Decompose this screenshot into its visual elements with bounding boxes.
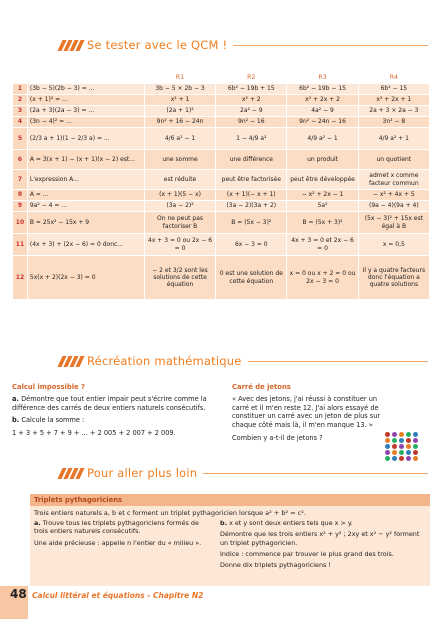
part-b-text: Calcule la somme : <box>21 416 85 425</box>
token-dot <box>399 438 404 443</box>
answer-r4[interactable]: x² + 2x + 1 <box>358 95 429 106</box>
question-number: 12 <box>13 256 28 300</box>
token-dot <box>385 432 390 437</box>
triplets-b-text2: Démontre que les trois entiers x² + y² ; 2xy et x² − y² forment un triplet pythagoricien. <box>220 530 420 547</box>
answer-r3[interactable]: 4/9 a² − 1 <box>287 128 358 150</box>
answer-r3[interactable]: 4x + 3 = 0 et 2x − 6 = 0 <box>287 234 358 256</box>
jetons-text: « Avec des jetons, j'ai réussi à constituer un carré et il m'en reste 12. J'ai alors essayé de constituer un carré avec un jeton de plus sur chaque côté mais là, il m'en manque 13. » <box>232 394 381 430</box>
answer-r3[interactable]: peut être développée <box>287 170 358 190</box>
answer-r1[interactable]: On ne peut pas factoriser B <box>144 212 215 234</box>
answer-r1[interactable]: une somme <box>144 150 215 170</box>
table-row <box>13 170 430 190</box>
question-number: 10 <box>13 212 28 234</box>
header-r1: R1 <box>144 73 215 84</box>
answer-r3[interactable]: 6b² − 19b − 15 <box>287 84 358 95</box>
answer-r2[interactable]: 1 − 4/9 a² <box>216 128 287 150</box>
question-number: 4 <box>13 117 28 128</box>
triplets-b-hint: Indice : commence par trouver le plus grand des trois. <box>220 549 394 558</box>
page-number: 48 <box>10 587 27 601</box>
question-text: (3n − 4)² = ... <box>27 117 144 128</box>
header-r2: R2 <box>216 73 287 84</box>
table-row <box>13 256 430 300</box>
token-dot <box>385 456 390 461</box>
token-dot <box>413 456 418 461</box>
plus-loin-header <box>60 466 428 480</box>
table-row <box>13 150 430 170</box>
sum-expression: 1 + 3 + 5 + 7 + 9 + ... + 2 005 + 2 007 + 2 009. <box>12 429 176 438</box>
token-dot <box>392 432 397 437</box>
token-dot <box>406 450 411 455</box>
token-dot <box>413 450 418 455</box>
answer-r2[interactable]: 2a² − 9 <box>216 106 287 117</box>
question-number: 8 <box>13 190 28 201</box>
token-dot <box>406 438 411 443</box>
triplets-intro: Trois entiers naturels a, b et c forment un triplet pythagoricien lorsque a² + b² = c². <box>34 509 306 517</box>
answer-r4[interactable]: (9a − 4)(9a + 4) <box>358 201 429 212</box>
carre-de-jetons <box>232 383 382 446</box>
part-b-label: b. <box>12 416 20 425</box>
table-row <box>13 95 430 106</box>
answer-r1[interactable]: est réduite <box>144 170 215 190</box>
question-number: 7 <box>13 170 28 190</box>
question-text: (2a + 3)(2a − 3) = ... <box>27 106 144 117</box>
token-dot <box>385 450 390 455</box>
token-dot <box>392 438 397 443</box>
triplets-box <box>30 494 430 586</box>
header-r4: R4 <box>358 73 429 84</box>
token-dot <box>399 444 404 449</box>
triplets-a-label: a. <box>34 519 41 527</box>
answer-r1[interactable]: 3b − 5 × 2b − 3 <box>144 84 215 95</box>
question-text: A = ... <box>27 190 144 201</box>
calcul-impossible <box>12 383 210 442</box>
answer-r4[interactable]: admet x comme facteur commun <box>358 170 429 190</box>
question-text: 9a² − 4 = ... <box>27 201 144 212</box>
header-r3: R3 <box>287 73 358 84</box>
tokens-icon <box>385 432 419 461</box>
answer-r4[interactable]: 2a + 3 × 2a − 3 <box>358 106 429 117</box>
answer-r2[interactable]: B = (5x − 3)² <box>216 212 287 234</box>
qcm-title: Se tester avec le QCM ! <box>87 38 228 52</box>
answer-r1[interactable]: (x + 1)(5 − x) <box>144 190 215 201</box>
answer-r2[interactable]: (x + 1)(− x + 1) <box>216 190 287 201</box>
triplets-part-b <box>220 519 426 573</box>
calcul-heading: Calcul impossible ? <box>12 383 85 391</box>
answer-r1[interactable]: 4x + 3 = 0 ou 2x − 6 = 0 <box>144 234 215 256</box>
token-dot <box>399 456 404 461</box>
table-row <box>13 212 430 234</box>
answer-r3[interactable]: x² + 2x + 2 <box>287 95 358 106</box>
triplets-a-help: Une aide précieuse : appelle n l'entier du « milieu ». <box>34 538 202 547</box>
recreation-title: Récréation mathématique <box>87 354 242 368</box>
triplets-b-text: x et y sont deux entiers tels que x > y. <box>229 519 353 527</box>
answer-r3[interactable]: − x² + 2x − 1 <box>287 190 358 201</box>
answer-r4[interactable]: un quotient <box>358 150 429 170</box>
answer-r2[interactable]: 0 est une solution de cette équation <box>216 256 287 300</box>
token-dot <box>385 444 390 449</box>
token-dot <box>399 432 404 437</box>
divider <box>248 361 429 362</box>
chapter-footer: Calcul littéral et équations - Chapitre N2 <box>32 591 204 600</box>
table-row <box>13 128 430 150</box>
triplets-b-last: Donne dix triplets pythagoriciens ! <box>220 561 331 570</box>
answer-r2[interactable]: peut être factorisée <box>216 170 287 190</box>
stripes-icon <box>60 40 82 51</box>
triplets-b-label: b. <box>220 519 228 527</box>
token-dot <box>406 432 411 437</box>
answer-r3[interactable]: B = (5x + 3)² <box>287 212 358 234</box>
table-row <box>13 201 430 212</box>
question-number: 11 <box>13 234 28 256</box>
table-row <box>13 117 430 128</box>
answer-r4[interactable]: − x² + 4x + 5 <box>358 190 429 201</box>
question-text: (3b − 5)(2b − 3) = ... <box>27 84 144 95</box>
qcm-body <box>13 84 430 300</box>
token-dot <box>406 456 411 461</box>
question-number: 9 <box>13 201 28 212</box>
answer-r4[interactable]: Il y a quatre facteurs donc l'équation a quatre solutions <box>358 256 429 300</box>
divider <box>203 473 428 474</box>
answer-r1[interactable]: 4/6 a² − 1 <box>144 128 215 150</box>
stripes-icon <box>60 356 82 367</box>
plus-loin-title: Pour aller plus loin <box>87 466 198 480</box>
question-text: B = 25x² − 15x + 9 <box>27 212 144 234</box>
token-dot <box>413 438 418 443</box>
answer-r2[interactable]: (3a − 2)(3a + 2) <box>216 201 287 212</box>
token-dot <box>406 444 411 449</box>
part-a-label: a. <box>12 394 19 403</box>
question-text: 5x(x + 2)(2x − 3) = 0 <box>27 256 144 300</box>
token-dot <box>413 432 418 437</box>
answer-r3[interactable]: 5a² <box>287 201 358 212</box>
answer-r1[interactable]: (2a + 1)² <box>144 106 215 117</box>
question-text: (2/3 a + 1)(1 − 2/3 a) = ... <box>27 128 144 150</box>
stripes-icon <box>60 468 82 479</box>
answer-r4[interactable]: 6b² − 15 <box>358 84 429 95</box>
question-text: A = 3(x + 1) − (x + 1)(x − 2) est... <box>27 150 144 170</box>
token-dot <box>392 444 397 449</box>
recreation-header <box>60 354 428 368</box>
answer-r3[interactable]: 9n² − 24n − 16 <box>287 117 358 128</box>
answer-r3[interactable]: un produit <box>287 150 358 170</box>
answer-r2[interactable]: une différence <box>216 150 287 170</box>
table-row <box>13 234 430 256</box>
table-row <box>13 190 430 201</box>
jetons-heading: Carré de jetons <box>232 383 291 391</box>
table-row <box>13 106 430 117</box>
question-text: L'expression A... <box>27 170 144 190</box>
question-number: 6 <box>13 150 28 170</box>
triplets-a-text: Trouve tous les triplets pythagoriciens formés de trois entiers naturels consécutifs. <box>34 519 199 536</box>
answer-r2[interactable]: 9n² − 16 <box>216 117 287 128</box>
table-row <box>13 84 430 95</box>
answer-r1[interactable]: − 2 et 3/2 sont les solutions de cette équation <box>144 256 215 300</box>
question-text: (x + 1)² = ... <box>27 95 144 106</box>
answer-r1[interactable]: x² + 1 <box>144 95 215 106</box>
question-number: 5 <box>13 128 28 150</box>
question-number: 3 <box>13 106 28 117</box>
answer-r3[interactable]: 4a² − 9 <box>287 106 358 117</box>
answer-r4[interactable]: 3n² − 8 <box>358 117 429 128</box>
answer-r2[interactable]: 6b² − 19b + 15 <box>216 84 287 95</box>
token-dot <box>392 456 397 461</box>
qcm-header <box>60 38 428 52</box>
answer-r4[interactable]: (5x − 3)² + 15x est égal à B <box>358 212 429 234</box>
question-text: (4x + 3) + (2x − 6) = 0 donc... <box>27 234 144 256</box>
question-number: 2 <box>13 95 28 106</box>
answer-r4[interactable]: 4/9 a² + 1 <box>358 128 429 150</box>
qcm-table <box>12 72 430 300</box>
answer-r2[interactable]: 6x − 3 = 0 <box>216 234 287 256</box>
question-number: 1 <box>13 84 28 95</box>
answer-r1[interactable]: 9n² + 16 − 24n <box>144 117 215 128</box>
answer-r3[interactable]: x = 0 ou x + 2 = 0 ou 2x − 3 = 0 <box>287 256 358 300</box>
token-dot <box>413 444 418 449</box>
part-a-text: Démontre que tout entier impair peut s'écrire comme la différence des carrés de deux entiers naturels consécutifs. <box>12 394 207 412</box>
token-dot <box>385 438 390 443</box>
answer-r2[interactable]: x² + 2 <box>216 95 287 106</box>
jetons-question: Combien y a-t-il de jetons ? <box>232 433 323 442</box>
token-dot <box>399 450 404 455</box>
answer-r1[interactable]: (3a − 2)² <box>144 201 215 212</box>
triplets-part-a <box>34 519 212 573</box>
divider <box>233 45 428 46</box>
answer-r4[interactable]: x = 0,5 <box>358 234 429 256</box>
token-dot <box>392 450 397 455</box>
triplets-band: Triplets pythagoriciens <box>30 494 430 506</box>
